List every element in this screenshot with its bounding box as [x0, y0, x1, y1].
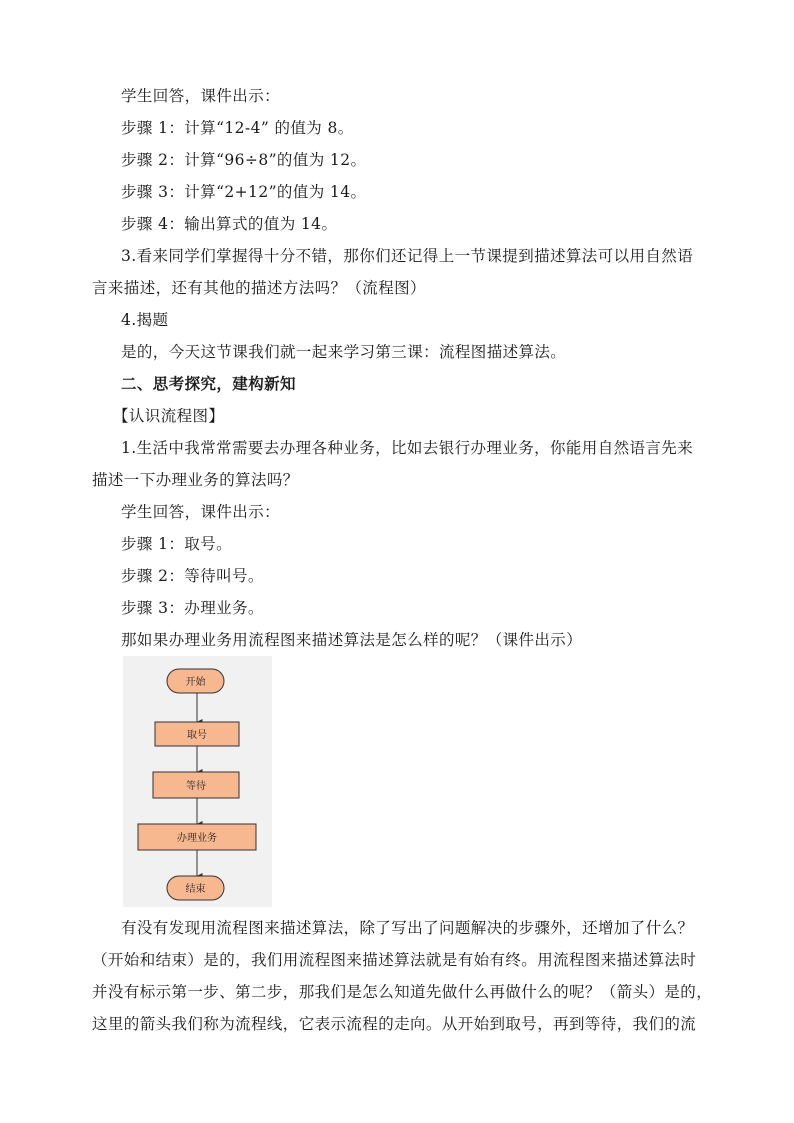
paragraph-discussion-line-2: （开始和结束）是的，我们用流程图来描述算法就是有始有终。用流程图来描述算法时	[92, 951, 697, 969]
paragraph-1-line-2: 描述一下办理业务的算法吗？	[92, 471, 299, 489]
flow-node-take-number-label: 取号	[187, 730, 207, 741]
flow-node-start-label: 开始	[185, 677, 206, 688]
paragraph-discussion-line-1: 有没有发现用流程图来描述算法，除了写出了问题解决的步骤外，还增加了什么？	[121, 919, 694, 937]
section-heading-2: 二、思考探究，建构新知	[121, 374, 296, 393]
step-2-calc: 步骤 2：计算“96÷8”的值为 12。	[121, 151, 367, 169]
paragraph-student-answer-1: 学生回答，课件出示：	[121, 87, 281, 105]
step-1-take-number: 步骤 1：取号。	[121, 535, 232, 553]
flowchart-figure	[123, 656, 272, 907]
flow-node-handle-business-label: 办理业务	[177, 833, 217, 844]
step-2-wait: 步骤 2：等待叫号。	[121, 567, 264, 585]
flow-node-wait	[153, 772, 239, 798]
step-4-output: 步骤 4：输出算式的值为 14。	[121, 215, 338, 233]
step-1-calc: 步骤 1：计算“12-4” 的值为 8。	[121, 119, 354, 137]
paragraph-3-line-2: 言来描述，还有其他的描述方法吗？（流程图）	[92, 279, 426, 297]
paragraph-student-answer-2: 学生回答，课件出示：	[121, 503, 281, 521]
step-3-handle: 步骤 3：办理业务。	[121, 599, 264, 617]
flow-node-end-label: 结束	[185, 884, 206, 895]
flow-node-take-number	[155, 722, 239, 746]
flow-node-wait-label: 等待	[186, 781, 206, 792]
paragraph-4-heading: 4.揭题	[121, 311, 169, 329]
subsection-heading-flowchart: 【认识流程图】	[113, 407, 225, 425]
flow-node-handle-business	[138, 824, 256, 850]
paragraph-topic: 是的，今天这节课我们就一起来学习第三课：流程图描述算法。	[121, 343, 567, 361]
step-3-calc: 步骤 3：计算“2+12”的值为 14。	[121, 183, 367, 201]
flowchart-svg	[123, 656, 272, 907]
flow-node-start	[167, 669, 224, 693]
paragraph-discussion-line-3: 并没有标示第一步、第二步，那我们是怎么知道先做什么再做什么的呢？（箭头）是的，	[92, 983, 713, 1001]
paragraph-3-line-1: 3.看来同学们掌握得十分不错，那你们还记得上一节课提到描述算法可以用自然语	[121, 247, 694, 265]
paragraph-1-line-1: 1.生活中我常常需要去办理各种业务，比如去银行办理业务，你能用自然语言先来	[121, 439, 694, 457]
paragraph-flowchart-question: 那如果办理业务用流程图来描述算法是怎么样的呢？（课件出示）	[121, 631, 583, 649]
flow-node-end	[167, 876, 224, 900]
paragraph-discussion-line-4: 这里的箭头我们称为流程线，它表示流程的走向。从开始到取号，再到等待，我们的流	[92, 1015, 697, 1033]
